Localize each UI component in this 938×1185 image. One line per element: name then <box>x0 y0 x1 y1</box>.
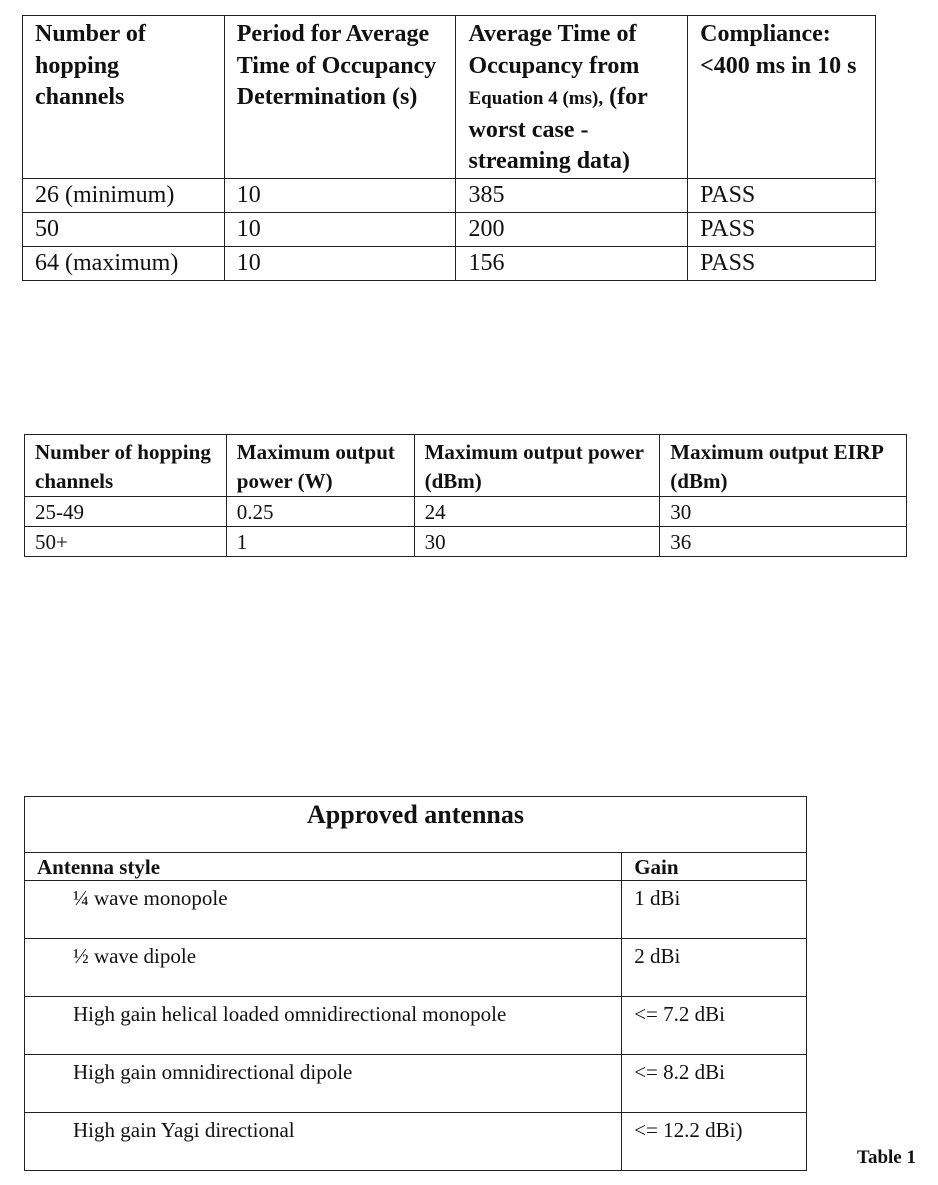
table-header-row <box>25 435 907 497</box>
cell-period: 10 <box>224 246 456 280</box>
header-average-time <box>456 16 688 179</box>
header-period: Period for Average Time of Occupancy Determination (s) <box>224 16 456 179</box>
occupancy-table <box>22 15 876 281</box>
table-header-row <box>25 853 807 881</box>
table-row <box>23 212 876 246</box>
header-average-time-line2: Equation 4 (ms), <box>468 88 604 109</box>
table-row <box>25 997 807 1055</box>
table-header-row <box>23 16 876 179</box>
table-row <box>25 527 907 557</box>
cell-compliance: PASS <box>688 246 876 280</box>
cell-compliance: PASS <box>688 212 876 246</box>
header-compliance: Compliance: <400 ms in 10 s <box>688 16 876 179</box>
cell-gain: <= 7.2 dBi <box>622 997 807 1055</box>
header-max-power-dbm: Maximum output power (dBm) <box>414 435 660 497</box>
cell-channels: 26 (minimum) <box>23 178 225 212</box>
cell-power-w: 0.25 <box>226 497 414 527</box>
cell-antenna-style: ½ wave dipole <box>25 939 622 997</box>
cell-power-dbm: 30 <box>414 527 660 557</box>
cell-power-w: 1 <box>226 527 414 557</box>
cell-gain: 2 dBi <box>622 939 807 997</box>
table-row <box>25 1055 807 1113</box>
cell-channels: 50+ <box>25 527 227 557</box>
cell-channels: 50 <box>23 212 225 246</box>
table-row <box>25 497 907 527</box>
cell-eirp: 30 <box>660 497 907 527</box>
cell-period: 10 <box>224 178 456 212</box>
table-caption: Table 1 <box>857 1147 916 1168</box>
table-title-row <box>25 797 807 853</box>
header-hopping-channels: Number of hopping channels <box>23 16 225 179</box>
output-power-table <box>24 434 907 557</box>
table-row <box>25 939 807 997</box>
cell-antenna-style: High gain helical loaded omnidirectional monopole <box>25 997 622 1055</box>
table-row <box>23 178 876 212</box>
table-row <box>25 1113 807 1171</box>
header-gain: Gain <box>622 853 807 881</box>
header-antenna-style: Antenna style <box>25 853 622 881</box>
approved-antennas-table <box>24 796 807 1171</box>
cell-antenna-style: High gain Yagi directional <box>25 1113 622 1171</box>
cell-antenna-style: ¼ wave monopole <box>25 881 622 939</box>
cell-occupancy: 156 <box>456 246 688 280</box>
header-max-eirp: Maximum output EIRP (dBm) <box>660 435 907 497</box>
header-max-power-w: Maximum output power (W) <box>226 435 414 497</box>
cell-antenna-style: High gain omnidirectional dipole <box>25 1055 622 1113</box>
header-average-time-line1: Average Time of Occupancy from <box>468 21 640 79</box>
header-hopping-channels: Number of hopping channels <box>25 435 227 497</box>
table-row <box>25 881 807 939</box>
header-average-time-line3: (for worst case - streaming data) <box>468 84 648 174</box>
cell-eirp: 36 <box>660 527 907 557</box>
cell-channels: 64 (maximum) <box>23 246 225 280</box>
cell-channels: 25-49 <box>25 497 227 527</box>
cell-occupancy: 200 <box>456 212 688 246</box>
table-title: Approved antennas <box>25 797 807 853</box>
cell-period: 10 <box>224 212 456 246</box>
cell-occupancy: 385 <box>456 178 688 212</box>
cell-compliance: PASS <box>688 178 876 212</box>
table-row <box>23 246 876 280</box>
cell-gain: <= 8.2 dBi <box>622 1055 807 1113</box>
cell-power-dbm: 24 <box>414 497 660 527</box>
cell-gain: 1 dBi <box>622 881 807 939</box>
cell-gain: <= 12.2 dBi) <box>622 1113 807 1171</box>
